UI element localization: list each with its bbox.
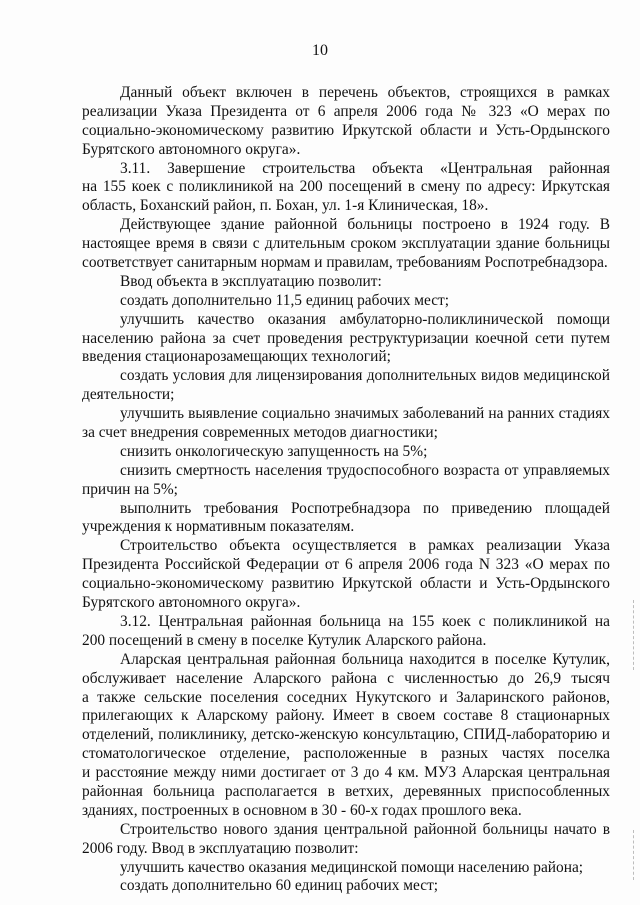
text-line: Ввод объекта в эксплуатацию позволит: xyxy=(120,272,382,290)
paragraph xyxy=(82,216,610,273)
text-line: настоящее время в связи с длительным сроком эксплуатации здание больницы xyxy=(82,235,610,253)
text-line: Действующее здание районной больницы построено в 1924 году. В xyxy=(120,216,610,234)
text-line: а также сельские поселения соседних Нукутского и Заларинского районов, xyxy=(82,688,610,706)
paragraph xyxy=(82,651,610,821)
paragraph xyxy=(82,405,610,443)
paragraph xyxy=(82,821,610,859)
text-line: учреждения к нормативным показателям. xyxy=(82,518,355,536)
document-body xyxy=(82,84,610,896)
text-line: создать дополнительно 11,5 единиц рабочих мест; xyxy=(120,291,450,309)
text-line: районная больница располагается в ветхих, деревянных приспособленных xyxy=(82,782,610,800)
text-line: Бурятского автономного округа». xyxy=(82,594,301,612)
text-line: прилегающих к Аларскому району. Имеет в своем составе 8 стационарных xyxy=(82,707,610,725)
text-line: населению района за счет проведения реструктуризации коечной сети путем xyxy=(82,329,610,347)
text-line: снизить онкологическую запущенность на 5%; xyxy=(120,442,428,460)
text-line: Данный объект включен в перечень объектов, строящихся в рамках xyxy=(120,84,610,101)
text-line: область, Боханский район, п. Бохан, ул. 1-я Клиническая, 18». xyxy=(82,197,489,215)
paragraph xyxy=(82,160,610,217)
text-line: зданиях, построенных в основном в 30 - 60-х годах прошлого века. xyxy=(82,801,522,819)
text-line: Президента Российской Федерации от 6 апреля 2006 года N 323 «О мерах по xyxy=(82,556,610,574)
paragraph xyxy=(82,500,610,538)
text-line: реализации Указа Президента от 6 апреля 2006 года № 323 «О мерах по xyxy=(82,102,610,120)
text-line: 3.11. Завершение строительства объекта «Центральная районная xyxy=(120,159,610,177)
text-line: 2006 году. Ввод в эксплуатацию позволит: xyxy=(82,839,359,857)
page-number: 10 xyxy=(312,42,328,59)
text-line: социально-экономическому развитию Иркутской области и Усть-Ордынского xyxy=(82,121,610,139)
text-line: 3.12. Центральная районная больница на 155 коек с поликлиникой на xyxy=(120,612,610,630)
paragraph xyxy=(82,292,610,311)
paragraph xyxy=(82,537,610,613)
scan-edge-mark xyxy=(632,830,634,880)
text-line: стоматологическое отделение, расположенные в разных частях поселка xyxy=(82,745,610,763)
scan-edge-mark xyxy=(632,600,634,670)
paragraph xyxy=(82,877,610,896)
text-line: Бурятского автономного округа». xyxy=(82,140,301,158)
text-line: за счет внедрения современных методов диагностики; xyxy=(82,424,438,442)
text-line: улучшить выявление социально значимых заболеваний на ранних стадиях xyxy=(120,405,610,423)
paragraph xyxy=(82,859,610,878)
text-line: выполнить требования Роспотребнадзора по приведению площадей xyxy=(120,499,610,517)
text-line: причин на 5%; xyxy=(82,480,178,498)
text-line: улучшить качество оказания медицинской помощи населению района; xyxy=(120,858,584,876)
text-line: снизить смертность населения трудоспособного возраста от управляемых xyxy=(120,461,610,479)
text-line: создать дополнительно 60 единиц рабочих мест; xyxy=(120,877,439,895)
paragraph xyxy=(82,84,610,160)
text-line: и расстояние между ними достигает от 3 до 4 км. МУЗ Аларская центральная xyxy=(82,764,610,782)
paragraph xyxy=(82,311,610,368)
paragraph xyxy=(82,273,610,292)
text-line: создать условия для лицензирования дополнительных видов медицинской xyxy=(120,367,610,385)
paragraph xyxy=(82,443,610,462)
text-line: социально-экономическому развитию Иркутской области и Усть-Ордынского xyxy=(82,575,610,593)
text-line: отделений, поликлинику, детско-женскую консультацию, СПИД-лабораторию и xyxy=(82,726,610,744)
text-line: Аларская центральная районная больница находится в поселке Кутулик, xyxy=(120,650,610,668)
text-line: Строительство объекта осуществляется в рамках реализации Указа xyxy=(120,537,610,555)
text-line: улучшить качество оказания амбулаторно-поликлинической помощи xyxy=(120,310,610,328)
text-line: деятельности; xyxy=(82,386,175,404)
text-line: введения стационарозамещающих технологий; xyxy=(82,348,391,366)
text-line: обслуживает население Аларского района с численностью до 26,9 тысяч xyxy=(82,669,610,687)
text-line: 200 посещений в смену в поселке Кутулик Аларского района. xyxy=(82,631,487,649)
text-line: соответствует санитарным нормам и правилам, требованиям Роспотребнадзора. xyxy=(82,254,608,272)
text-line: на 155 коек с поликлиникой на 200 посещений в смену по адресу: Иркутская xyxy=(82,178,610,196)
paragraph xyxy=(82,367,610,405)
text-line: Строительство нового здания центральной районной больницы начато в xyxy=(120,820,610,838)
paragraph xyxy=(82,613,610,651)
paragraph xyxy=(82,462,610,500)
